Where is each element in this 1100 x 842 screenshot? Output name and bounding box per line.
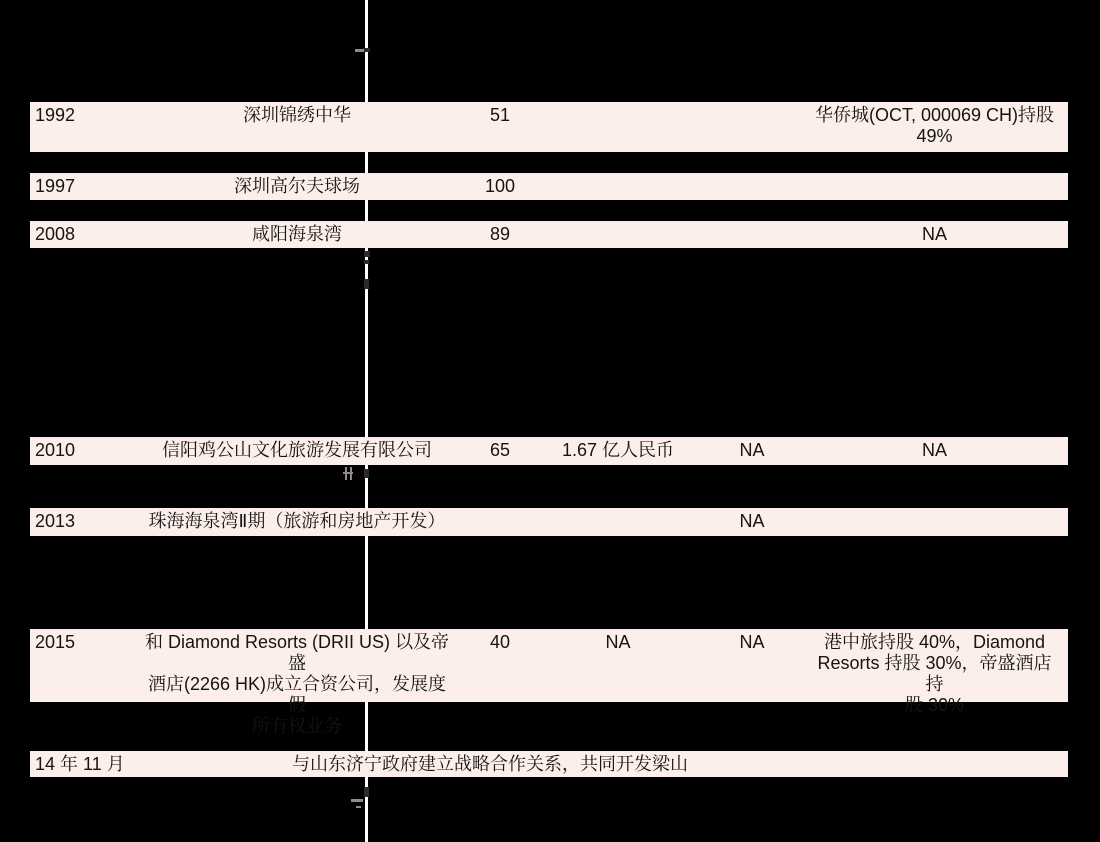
ghost-text-fragment bbox=[364, 251, 370, 257]
cell-col5: NA bbox=[739, 440, 765, 460]
cell-col5: NA bbox=[739, 511, 765, 531]
table-row bbox=[30, 751, 1068, 777]
cell-project: 珠海海泉湾Ⅱ期（旅游和房地产开发） bbox=[148, 511, 446, 531]
ghost-text-fragment bbox=[355, 49, 364, 52]
table-row bbox=[30, 437, 1068, 465]
table-row bbox=[30, 173, 1068, 200]
table-row bbox=[30, 221, 1068, 248]
ghost-text-fragment bbox=[356, 806, 361, 808]
cell-project: 深圳锦绣中华 bbox=[243, 105, 351, 125]
ghost-text-fragment bbox=[364, 787, 369, 797]
ghost-text-fragment bbox=[364, 279, 369, 289]
cell-project: 咸阳海泉湾 bbox=[252, 224, 342, 244]
cell-project: 信阳鸡公山文化旅游发展有限公司 bbox=[162, 440, 432, 460]
cell-investment: 1.67 亿人民币 bbox=[561, 440, 675, 460]
ghost-text-fragment bbox=[364, 260, 369, 264]
cell-year: 1992 bbox=[35, 105, 76, 125]
cell-project: 深圳高尔夫球场 bbox=[234, 176, 360, 196]
cell-year: 2015 bbox=[35, 632, 76, 652]
cell-year: 2013 bbox=[35, 511, 76, 531]
table-row bbox=[30, 102, 1068, 152]
cell-merged: 与山东济宁政府建立战略合作关系，共同开发梁山 bbox=[292, 754, 688, 774]
ghost-text-fragment bbox=[364, 469, 369, 478]
ghost-text-fragment bbox=[351, 799, 363, 802]
cell-col5: NA bbox=[739, 632, 765, 652]
table-row bbox=[30, 508, 1068, 536]
cell-remarks: NA bbox=[921, 440, 947, 460]
cell-investment: NA bbox=[605, 632, 631, 652]
cell-stake: 51 bbox=[489, 105, 511, 125]
ghost-text-fragment bbox=[343, 472, 353, 474]
cell-year: 2010 bbox=[35, 440, 76, 460]
cell-year: 1997 bbox=[35, 176, 76, 196]
table-row bbox=[30, 629, 1068, 736]
cell-remarks: 华侨城(OCT, 000069 CH)持股 49% bbox=[814, 105, 1055, 146]
cell-year: 14 年 11 月 bbox=[35, 754, 125, 774]
cell-project: 和 Diamond Resorts (DRII US) 以及帝盛 酒店(2266 HK)成立合资公司，发展度假 所有权业务 bbox=[144, 632, 450, 736]
cell-stake: 100 bbox=[484, 176, 516, 196]
cell-stake: 40 bbox=[489, 632, 511, 652]
cell-stake: 89 bbox=[489, 224, 511, 244]
cell-year: 2008 bbox=[35, 224, 76, 244]
ghost-text-fragment bbox=[363, 48, 370, 52]
cell-remarks: 港中旅持股 40%，Diamond Resorts 持股 30%，帝盛酒店持 股 30% bbox=[817, 632, 1052, 715]
cell-stake: 65 bbox=[489, 440, 511, 460]
cell-remarks: NA bbox=[921, 224, 947, 244]
